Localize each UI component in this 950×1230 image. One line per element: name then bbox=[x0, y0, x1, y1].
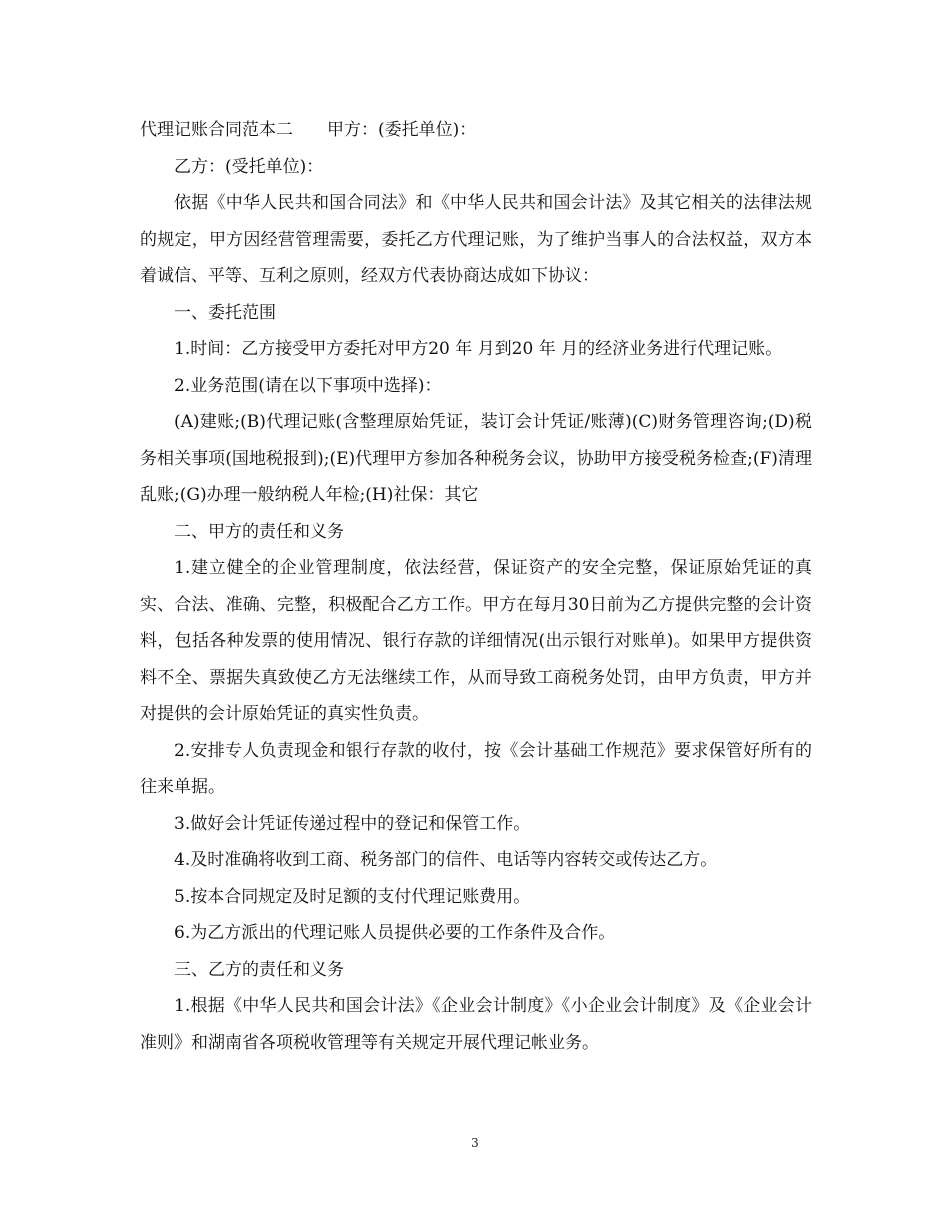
section-heading-party-b-duties: 三、乙方的责任和义务 bbox=[174, 959, 344, 980]
clause-business-scope: 2.业务范围(请在以下事项中选择)： bbox=[174, 375, 442, 396]
party-b-duty-1: 1.根据《中华人民共和国会计法》《企业会计制度》《小企业会计制度》及《企业会计准则》和湖南省各项税收管理等有关规定开展代理记帐业务。 bbox=[140, 996, 812, 1053]
preamble-paragraph: 依据《中华人民共和国合同法》和《中华人民共和国会计法》及其它相关的法律法规的规定，甲方因经营管理需要，委托乙方代理记账，为了维护当事人的合法权益，双方本着诚信、平等、互利之原则，经双方代表协商达成如下协议： bbox=[140, 193, 812, 286]
clause-scope-options: (A)建账;(B)代理记账(含整理原始凭证，装订会计凭证/账薄)(C)财务管理咨询;(D)税务相关事项(国地税报到);(E)代理甲方参加各种税务会议，协助甲方接受税务检查;(F)清理乱账;(G)办理一般纳税人年检;(H)社保：其它 bbox=[140, 412, 812, 505]
party-b: 乙方：(受托单位)： bbox=[174, 156, 324, 177]
party-a-duty-3: 3.做好会计凭证传递过程中的登记和保管工作。 bbox=[174, 813, 531, 834]
party-a-duty-1: 1.建立健全的企业管理制度，依法经营，保证资产的安全完整，保证原始凭证的真实、合法、准确、完整，积极配合乙方工作。甲方在每月30日前为乙方提供完整的会计资料，包括各种发票的使用情况、银行存款的详细情况(出示银行对账单)。如果甲方提供资料不全、票据失真致使乙方无法继续工作，从而导致工商税务处罚，由甲方负责，甲方并对提供的会计原始凭证的真实性负责。 bbox=[140, 558, 812, 724]
document-body bbox=[140, 112, 812, 1061]
contract-title-and-party-a: 代理记账合同范本二 甲方：(委托单位)： bbox=[140, 120, 477, 140]
page-number: 3 bbox=[471, 1136, 479, 1150]
section-heading-party-a-duties: 二、甲方的责任和义务 bbox=[174, 521, 344, 542]
section-heading-scope: 一、委托范围 bbox=[174, 302, 276, 323]
party-a-duty-2: 2.安排专人负责现金和银行存款的收付，按《会计基础工作规范》要求保管好所有的往来单据。 bbox=[140, 740, 812, 797]
party-a-duty-6: 6.为乙方派出的代理记账人员提供必要的工作条件及合作。 bbox=[174, 923, 616, 943]
party-a-duty-4: 4.及时准确将收到工商、税务部门的信件、电话等内容转交或传达乙方。 bbox=[174, 850, 718, 870]
clause-time: 1.时间：乙方接受甲方委托对甲方20 年 月到20 年 月的经济业务进行代理记账。 bbox=[174, 339, 783, 359]
party-a-duty-5: 5.按本合同规定及时足额的支付代理记账费用。 bbox=[174, 886, 531, 907]
